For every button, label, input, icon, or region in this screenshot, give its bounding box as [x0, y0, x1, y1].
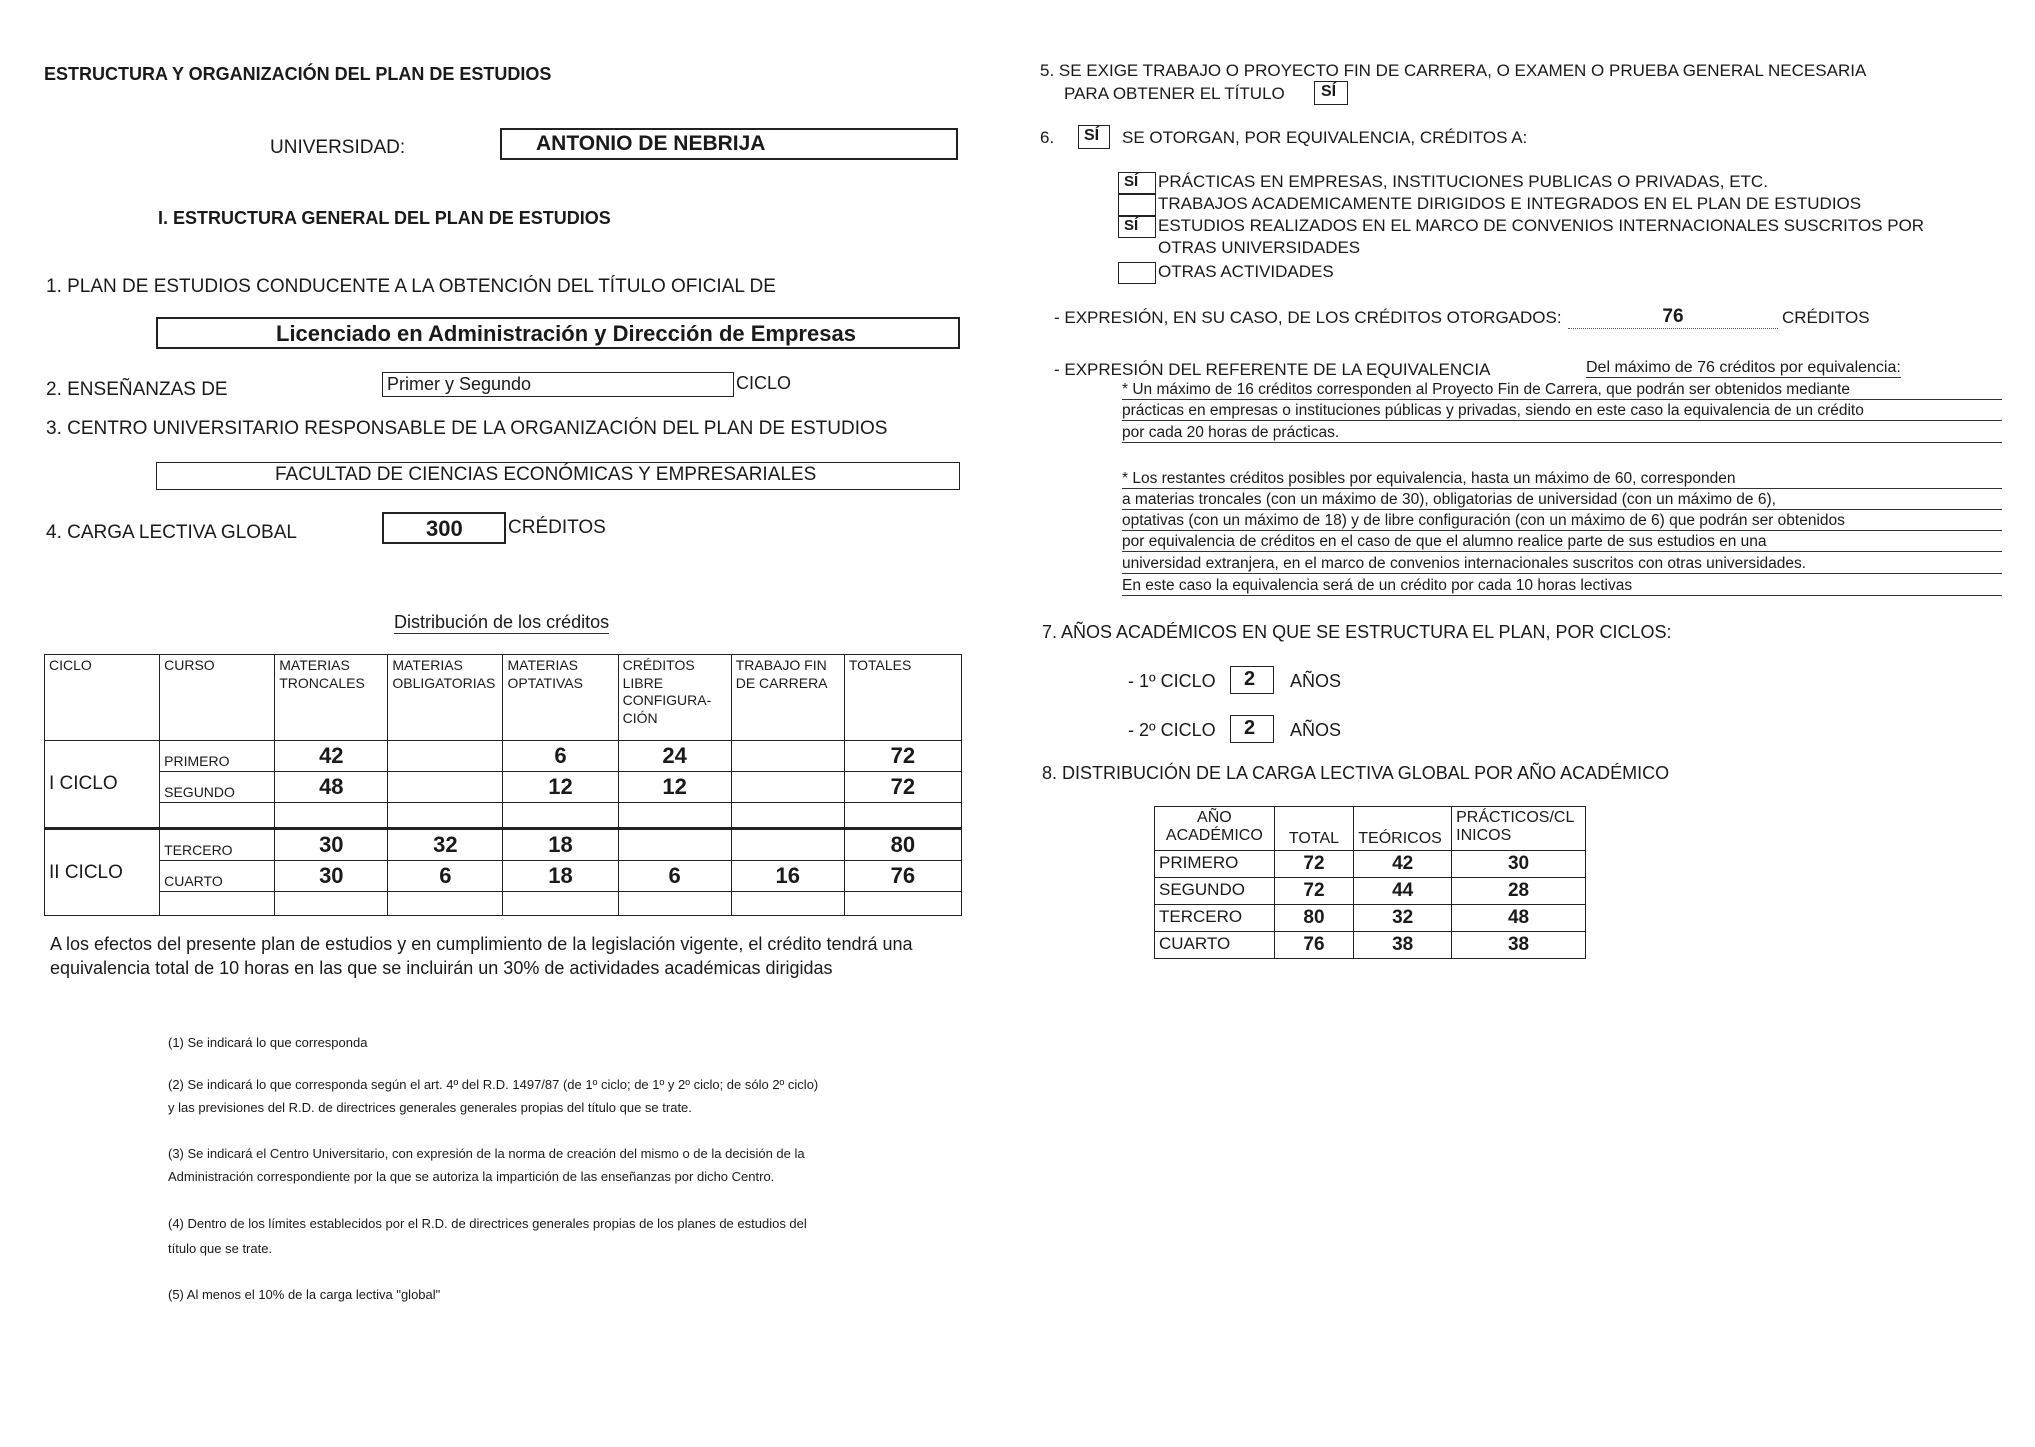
option-check-box [1118, 194, 1156, 216]
cycle-2-cell: II CICLO [45, 829, 160, 916]
equivalence-para-2-line: universidad extranjera, en el marco de convenios internacionales suscritos con otras universidades. [1122, 555, 2002, 574]
option-check-box [1118, 172, 1156, 194]
teaching-cycles-value: Primer y Segundo [387, 374, 532, 394]
university-label: UNIVERSIDAD: [270, 137, 406, 158]
header-cell: MATERIAS OPTATIVAS [503, 655, 618, 741]
value-cell: 6 [618, 861, 731, 892]
value-cell: 44 [1354, 878, 1452, 905]
value-cell: 12 [618, 772, 731, 803]
cycle-1-years-unit: AÑOS [1290, 671, 1342, 691]
item5-line-2: PARA OBTENER EL TÍTULO [1064, 84, 1285, 103]
value-cell: 38 [1452, 932, 1586, 959]
equivalence-para-1-line: por cada 20 horas de prácticas. [1122, 424, 2002, 443]
value-cell: 72 [844, 772, 961, 803]
value-cell [618, 829, 731, 861]
value-cell [731, 772, 844, 803]
value-cell: 12 [503, 772, 618, 803]
value-cell: 72 [1274, 878, 1354, 905]
value-cell: 6 [503, 741, 618, 772]
value-cell: 24 [618, 741, 731, 772]
item8-label: 8. DISTRIBUCIÓN DE LA CARGA LECTIVA GLOBAL POR AÑO ACADÉMICO [1042, 763, 1670, 783]
header-cell: CRÉDITOS LIBRE CONFIGURA- CIÓN [618, 655, 731, 741]
empty-cell [503, 803, 618, 829]
option-check-value: SÍ [1124, 217, 1139, 234]
footnote-1: (1) Se indicará lo que corresponda [168, 1035, 368, 1050]
cycle-2-years-value: 2 [1244, 717, 1256, 739]
footnote-4b: título que se trate. [168, 1241, 273, 1256]
value-cell: 6 [388, 861, 503, 892]
value-cell: 16 [731, 861, 844, 892]
empty-cell [618, 803, 731, 829]
credits-expr-label: - EXPRESIÓN, EN SU CASO, DE LOS CRÉDITOS OTORGADOS: [1054, 308, 1562, 327]
item7-label: 7. AÑOS ACADÉMICOS EN QUE SE ESTRUCTURA EL PLAN, POR CICLOS: [1042, 622, 1672, 642]
year-cell: SEGUNDO [1155, 878, 1275, 905]
cycle-2-years-unit: AÑOS [1290, 720, 1342, 740]
value-cell [388, 772, 503, 803]
empty-cell [503, 892, 618, 916]
header-cell: TOTALES [844, 655, 961, 741]
course-cell: CUARTO [160, 861, 275, 892]
header-cell: MATERIAS TRONCALES [275, 655, 388, 741]
value-cell: 30 [275, 861, 388, 892]
footnote-5: (5) Al menos el 10% de la carga lectiva "global" [168, 1287, 441, 1302]
value-cell [731, 741, 844, 772]
credit-note-line-2: equivalencia total de 10 horas en las que se incluirán un 30% de actividades académicas dirigidas [50, 958, 833, 978]
total-credits-box [382, 512, 506, 544]
footnote-2b: y las previsiones del R.D. de directrices generales generales propias del título que se trate. [168, 1100, 692, 1115]
equivalence-ref-label: - EXPRESIÓN DEL REFERENTE DE LA EQUIVALENCIA [1054, 360, 1491, 379]
table-row [45, 741, 962, 772]
value-cell [388, 741, 503, 772]
option-label-cont: OTRAS UNIVERSIDADES [1158, 238, 1361, 257]
cycle-1-years-box [1230, 666, 1274, 694]
table-row [1155, 878, 1586, 905]
value-cell: 38 [1354, 932, 1452, 959]
footnote-2: (2) Se indicará lo que corresponda según el art. 4º del R.D. 1497/87 (de 1º ciclo; de 1º y 2º ciclo; de sólo 2º ciclo) [168, 1077, 819, 1092]
empty-cell [160, 803, 275, 829]
item6-number: 6. [1040, 128, 1055, 147]
empty-cell [731, 803, 844, 829]
cycle-2-years-box [1230, 715, 1274, 743]
option-check-box [1118, 262, 1156, 284]
equivalence-para-2-line: a materias troncales (con un máximo de 30), obligatorias de universidad (con un máximo de 6), [1122, 491, 2002, 510]
cycle-1-cell: I CICLO [45, 741, 160, 829]
academic-load-table [1154, 806, 1586, 959]
empty-cell [160, 892, 275, 916]
teaching-cycles-box [382, 372, 734, 397]
value-cell: 48 [275, 772, 388, 803]
table-header-row [1155, 807, 1586, 851]
option-check-box [1118, 216, 1156, 238]
empty-cell [388, 803, 503, 829]
equivalence-para-2-line: En este caso la equivalencia será de un crédito por cada 10 horas lectivas [1122, 577, 2002, 596]
table-row [1155, 905, 1586, 932]
value-cell: 32 [1354, 905, 1452, 932]
university-box [500, 128, 958, 160]
table-row [45, 772, 962, 803]
item5-line-1: 5. SE EXIGE TRABAJO O PROYECTO FIN DE CARRERA, O EXAMEN O PRUEBA GENERAL NECESARIA [1040, 61, 1867, 80]
header-cell: TEÓRICOS [1354, 807, 1452, 851]
faculty-value: FACULTAD DE CIENCIAS ECONÓMICAS Y EMPRESARIALES [275, 464, 817, 485]
year-cell: CUARTO [1155, 932, 1275, 959]
faculty-box [156, 462, 960, 490]
empty-cell [618, 892, 731, 916]
empty-cell [731, 892, 844, 916]
value-cell: 80 [1274, 905, 1354, 932]
header-cell: PRÁCTICOS/CL INICOS [1452, 807, 1586, 851]
footnote-4: (4) Dentro de los límites establecidos por el R.D. de directrices generales propias de los planes de estudios del [168, 1216, 807, 1231]
total-credits-value: 300 [426, 516, 463, 541]
course-cell: SEGUNDO [160, 772, 275, 803]
option-label: PRÁCTICAS EN EMPRESAS, INSTITUCIONES PUBLICAS O PRIVADAS, ETC. [1158, 172, 1768, 191]
value-cell: 72 [1274, 851, 1354, 878]
equivalence-para-2-line: * Los restantes créditos posibles por equivalencia, hasta un máximo de 60, corresponden [1122, 470, 2002, 489]
distribution-title: Distribución de los créditos [394, 612, 610, 632]
empty-cell [275, 803, 388, 829]
table-row [45, 803, 962, 829]
item3-label: 3. CENTRO UNIVERSITARIO RESPONSABLE DE LA ORGANIZACIÓN DEL PLAN DE ESTUDIOS [46, 418, 888, 439]
value-cell: 30 [275, 829, 388, 861]
value-cell [731, 829, 844, 861]
value-cell: 18 [503, 861, 618, 892]
footnote-3: (3) Se indicará el Centro Universitario, con expresión de la norma de creación del mismo o de la decisión de la [168, 1146, 805, 1161]
item4-label: 4. CARGA LECTIVA GLOBAL [46, 522, 297, 543]
equivalence-para-1-line: prácticas en empresas o instituciones públicas y privadas, siendo en este caso la equivalencia de un crédito [1122, 402, 2002, 421]
page-title: ESTRUCTURA Y ORGANIZACIÓN DEL PLAN DE ESTUDIOS [44, 64, 552, 84]
table-header-row [45, 655, 962, 741]
value-cell: 80 [844, 829, 961, 861]
item4-suffix: CRÉDITOS [508, 517, 606, 538]
value-cell: 30 [1452, 851, 1586, 878]
item6-check-value: SÍ [1084, 127, 1100, 144]
credits-expr-suffix: CRÉDITOS [1782, 308, 1870, 327]
header-cell: TOTAL [1274, 807, 1354, 851]
credits-expr-value: 76 [1568, 306, 1778, 329]
header-cell: CICLO [45, 655, 160, 741]
equivalence-para-2-line: por equivalencia de créditos en el caso de que el alumno realice parte de sus estudios en una [1122, 533, 2002, 552]
option-label: TRABAJOS ACADEMICAMENTE DIRIGIDOS E INTEGRADOS EN EL PLAN DE ESTUDIOS [1158, 194, 1862, 213]
equivalence-para-2-line: optativas (con un máximo de 18) y de libre configuración (con un máximo de 6) que podrán ser obtenidos [1122, 512, 2002, 531]
value-cell: 32 [388, 829, 503, 861]
item6-check-box [1078, 125, 1110, 149]
credit-distribution-table [44, 654, 962, 916]
table-row [45, 829, 962, 861]
table-row [1155, 851, 1586, 878]
empty-cell [388, 892, 503, 916]
header-cell: MATERIAS OBLIGATORIAS [388, 655, 503, 741]
value-cell: 28 [1452, 878, 1586, 905]
value-cell: 42 [275, 741, 388, 772]
table-row [45, 892, 962, 916]
credit-note-line-1: A los efectos del presente plan de estudios y en cumplimiento de la legislación vigente, el crédito tendrá una [50, 934, 913, 954]
value-cell: 18 [503, 829, 618, 861]
item2-suffix: CICLO [736, 373, 792, 393]
value-cell: 42 [1354, 851, 1452, 878]
value-cell: 76 [844, 861, 961, 892]
item1-label: 1. PLAN DE ESTUDIOS CONDUCENTE A LA OBTENCIÓN DEL TÍTULO OFICIAL DE [46, 276, 776, 297]
cycle-2-years-label: - 2º CICLO [1128, 720, 1216, 740]
option-check-value: SÍ [1124, 173, 1139, 190]
header-cell: CURSO [160, 655, 275, 741]
table-row [1155, 932, 1586, 959]
item6-label: SE OTORGAN, POR EQUIVALENCIA, CRÉDITOS A: [1122, 128, 1528, 147]
university-value: ANTONIO DE NEBRIJA [536, 132, 766, 155]
degree-title-box [156, 317, 960, 349]
item5-check-value: SÍ [1321, 83, 1337, 100]
header-cell: AÑO ACADÉMICO [1155, 807, 1275, 851]
year-cell: PRIMERO [1155, 851, 1275, 878]
empty-cell [844, 803, 961, 829]
empty-cell [844, 892, 961, 916]
section-i-heading: I. ESTRUCTURA GENERAL DEL PLAN DE ESTUDIOS [158, 208, 611, 228]
equivalence-para-1-line: * Un máximo de 16 créditos corresponden al Proyecto Fin de Carrera, que podrán ser obtenidos mediante [1122, 381, 2002, 400]
header-cell: TRABAJO FIN DE CARRERA [731, 655, 844, 741]
course-cell: PRIMERO [160, 741, 275, 772]
value-cell: 76 [1274, 932, 1354, 959]
empty-cell [275, 892, 388, 916]
year-cell: TERCERO [1155, 905, 1275, 932]
cycle-1-years-value: 2 [1244, 668, 1256, 690]
degree-title-value: Licenciado en Administración y Dirección de Empresas [276, 321, 856, 346]
table-row [45, 861, 962, 892]
cycle-1-years-label: - 1º CICLO [1128, 671, 1216, 691]
course-cell: TERCERO [160, 829, 275, 861]
footnote-3b: Administración correspondiente por la que se autoriza la impartición de las enseñanzas por dicho Centro. [168, 1169, 775, 1184]
option-label: OTRAS ACTIVIDADES [1158, 262, 1334, 281]
value-cell: 72 [844, 741, 961, 772]
item2-label: 2. ENSEÑANZAS DE [46, 379, 228, 400]
equivalence-ref-head: Del máximo de 76 créditos por equivalencia: [1586, 359, 1901, 378]
value-cell: 48 [1452, 905, 1586, 932]
item5-check-box [1314, 81, 1348, 105]
option-label: ESTUDIOS REALIZADOS EN EL MARCO DE CONVENIOS INTERNACIONALES SUSCRITOS POR [1158, 216, 1925, 235]
